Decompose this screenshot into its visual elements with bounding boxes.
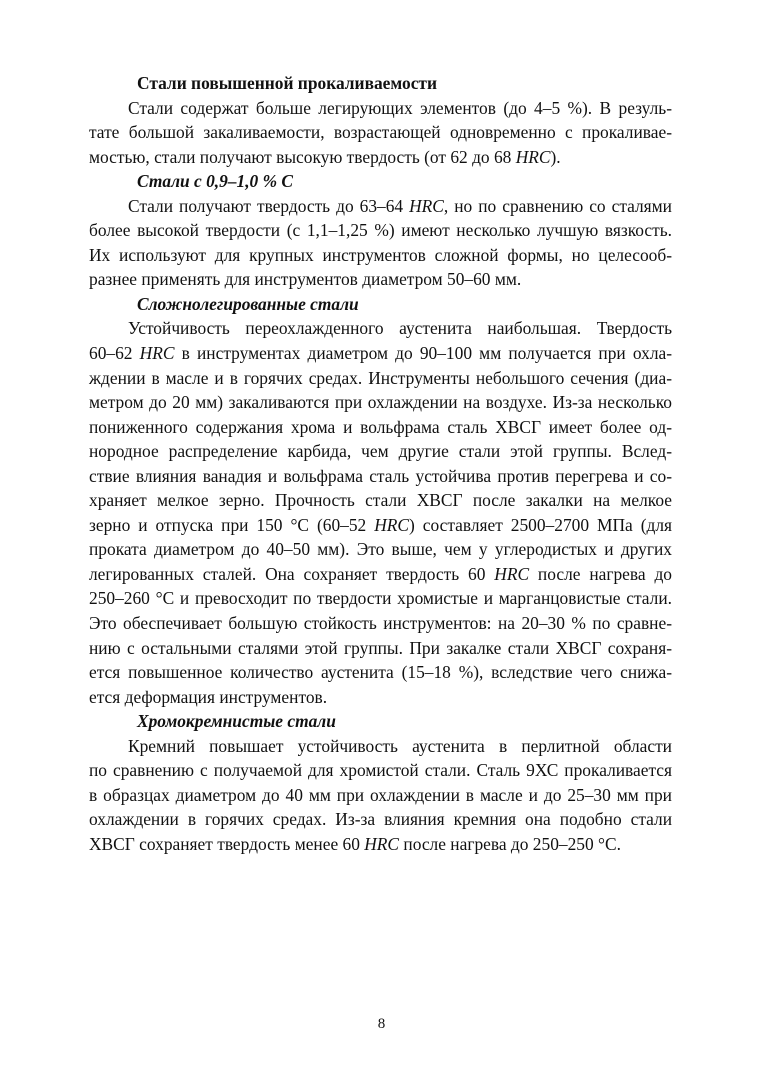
text-run: нородное распределение карбида, чем другие стали этой группы. Вслед- — [89, 441, 672, 462]
paragraph-line — [89, 636, 672, 661]
text-run: , но по сравнению со сталями — [443, 195, 672, 216]
text-run: Устойчивость переохлажденного аустенита наибольшая. Твердость — [128, 318, 672, 339]
text-run: зерно и отпуска при 150 °С (60–52 — [89, 514, 375, 535]
unit-hrc: HRC — [494, 563, 530, 584]
text-run: Их используют для крупных инструментов сложной формы, но целесооб- — [89, 244, 672, 265]
paragraph-line — [89, 783, 672, 808]
text-run: 60–62 — [89, 343, 140, 364]
text-run: 250–260 °С и превосходит по твердости хромистые и марганцовистые стали. — [89, 588, 672, 609]
paragraph-line — [89, 194, 672, 219]
paragraph-line — [89, 807, 672, 832]
text-run: ). — [550, 146, 561, 167]
section-heading: Стали повышенной прокаливаемости — [137, 73, 437, 93]
paragraph-line — [89, 439, 672, 464]
text-run: Стали получают твердость до 63–64 — [128, 195, 410, 216]
paragraph-line — [89, 243, 672, 268]
paragraph-line — [89, 267, 672, 292]
text-run: после нагрева до — [529, 563, 672, 584]
text-run: в инструментах диаметром до 90–100 мм получается при охла- — [174, 343, 673, 364]
section-heading: Стали с 0,9–1,0 % С — [137, 171, 294, 192]
text-run: охлаждении в горячих средах. Из-за влияния кремния она подобно стали — [89, 809, 672, 830]
paragraph-line — [89, 660, 672, 685]
text-run: в образцах диаметром до 40 мм при охлаждении в масле и до 25–30 мм при — [89, 784, 672, 805]
paragraph-line — [89, 218, 672, 243]
paragraph-line — [89, 513, 672, 538]
section-heading: Сложнолегированные стали — [137, 293, 359, 314]
paragraph-line — [89, 145, 672, 170]
text-run: тате большой закаливаемости, возрастающей одновременно с прокаливае- — [89, 122, 672, 143]
paragraph-line — [89, 316, 672, 341]
paragraph-line — [89, 758, 672, 783]
paragraph-line — [89, 611, 672, 636]
text-run: проката диаметром до 40–50 мм). Это выше, чем у углеродистых и других — [89, 539, 672, 560]
paragraph-line — [89, 685, 672, 710]
text-run: по сравнению с получаемой для хромистой стали. Сталь 9ХС прокаливается — [89, 760, 672, 781]
text-run: ется деформация инструментов. — [89, 686, 328, 707]
unit-hrc: HRC — [364, 833, 400, 854]
paragraph-line — [89, 537, 672, 562]
paragraph-line — [89, 832, 672, 857]
paragraph-line — [89, 488, 672, 513]
text-run: Кремний повышает устойчивость аустенита в перлитной области — [128, 735, 672, 756]
text-run: ХВСГ сохраняет твердость менее 60 — [89, 833, 365, 854]
section-heading: Хромокремнистые стали — [137, 711, 336, 732]
paragraph-line — [89, 586, 672, 611]
text-run: храняет мелкое зерно. Прочность стали ХВСГ после закалки на мелкое — [89, 490, 672, 511]
text-run: ствие влияния ванадия и вольфрама сталь устойчива против перегрева и со- — [89, 465, 672, 486]
paragraph-line — [89, 734, 672, 759]
paragraph-line — [89, 366, 672, 391]
unit-hrc: HRC — [409, 195, 444, 216]
text-run: после нагрева до 250–250 °С. — [399, 833, 621, 854]
paragraph-line — [89, 96, 672, 121]
text-run: легированных сталей. Она сохраняет твердость 60 — [89, 563, 495, 584]
paragraph-line — [89, 415, 672, 440]
text-run: Это обеспечивает большую стойкость инструментов: на 20–30 % по сравне- — [89, 613, 672, 634]
text-run: ждении в масле и в горячих средах. Инструменты небольшого сечения (диа- — [89, 367, 672, 388]
text-run: Стали содержат больше легирующих элементов (до 4–5 %). В резуль- — [128, 97, 672, 118]
text-run: пониженного содержания хрома и вольфрама сталь ХВСГ имеет более од- — [89, 416, 672, 437]
text-run: мостью, стали получают высокую твердость (от 62 до 68 — [89, 146, 516, 167]
paragraph-line — [89, 464, 672, 489]
paragraph-line — [89, 562, 672, 587]
text-run: более высокой твердости (с 1,1–1,25 %) имеют несколько лучшую вязкость. — [89, 220, 672, 241]
text-body — [89, 71, 672, 857]
paragraph-line — [89, 120, 672, 145]
paragraph-line — [89, 390, 672, 415]
unit-hrc: HRC — [139, 343, 175, 364]
unit-hrc: HRC — [515, 146, 551, 167]
page-number: 8 — [377, 1016, 386, 1032]
text-run: ) составляет 2500–2700 МПа (для — [409, 514, 673, 535]
text-run: метром до 20 мм) закаливаются при охлаждении на воздухе. Из-за несколько — [89, 392, 672, 413]
text-run: нию с остальными сталями этой группы. При закалке стали ХВСГ сохраня- — [89, 637, 672, 658]
text-run: разнее применять для инструментов диаметром 50–60 мм. — [89, 269, 522, 290]
unit-hrc: HRC — [374, 514, 409, 535]
text-run: ется повышенное количество аустенита (15–18 %), вследствие чего снижа- — [89, 662, 672, 683]
paragraph-line — [89, 341, 672, 366]
